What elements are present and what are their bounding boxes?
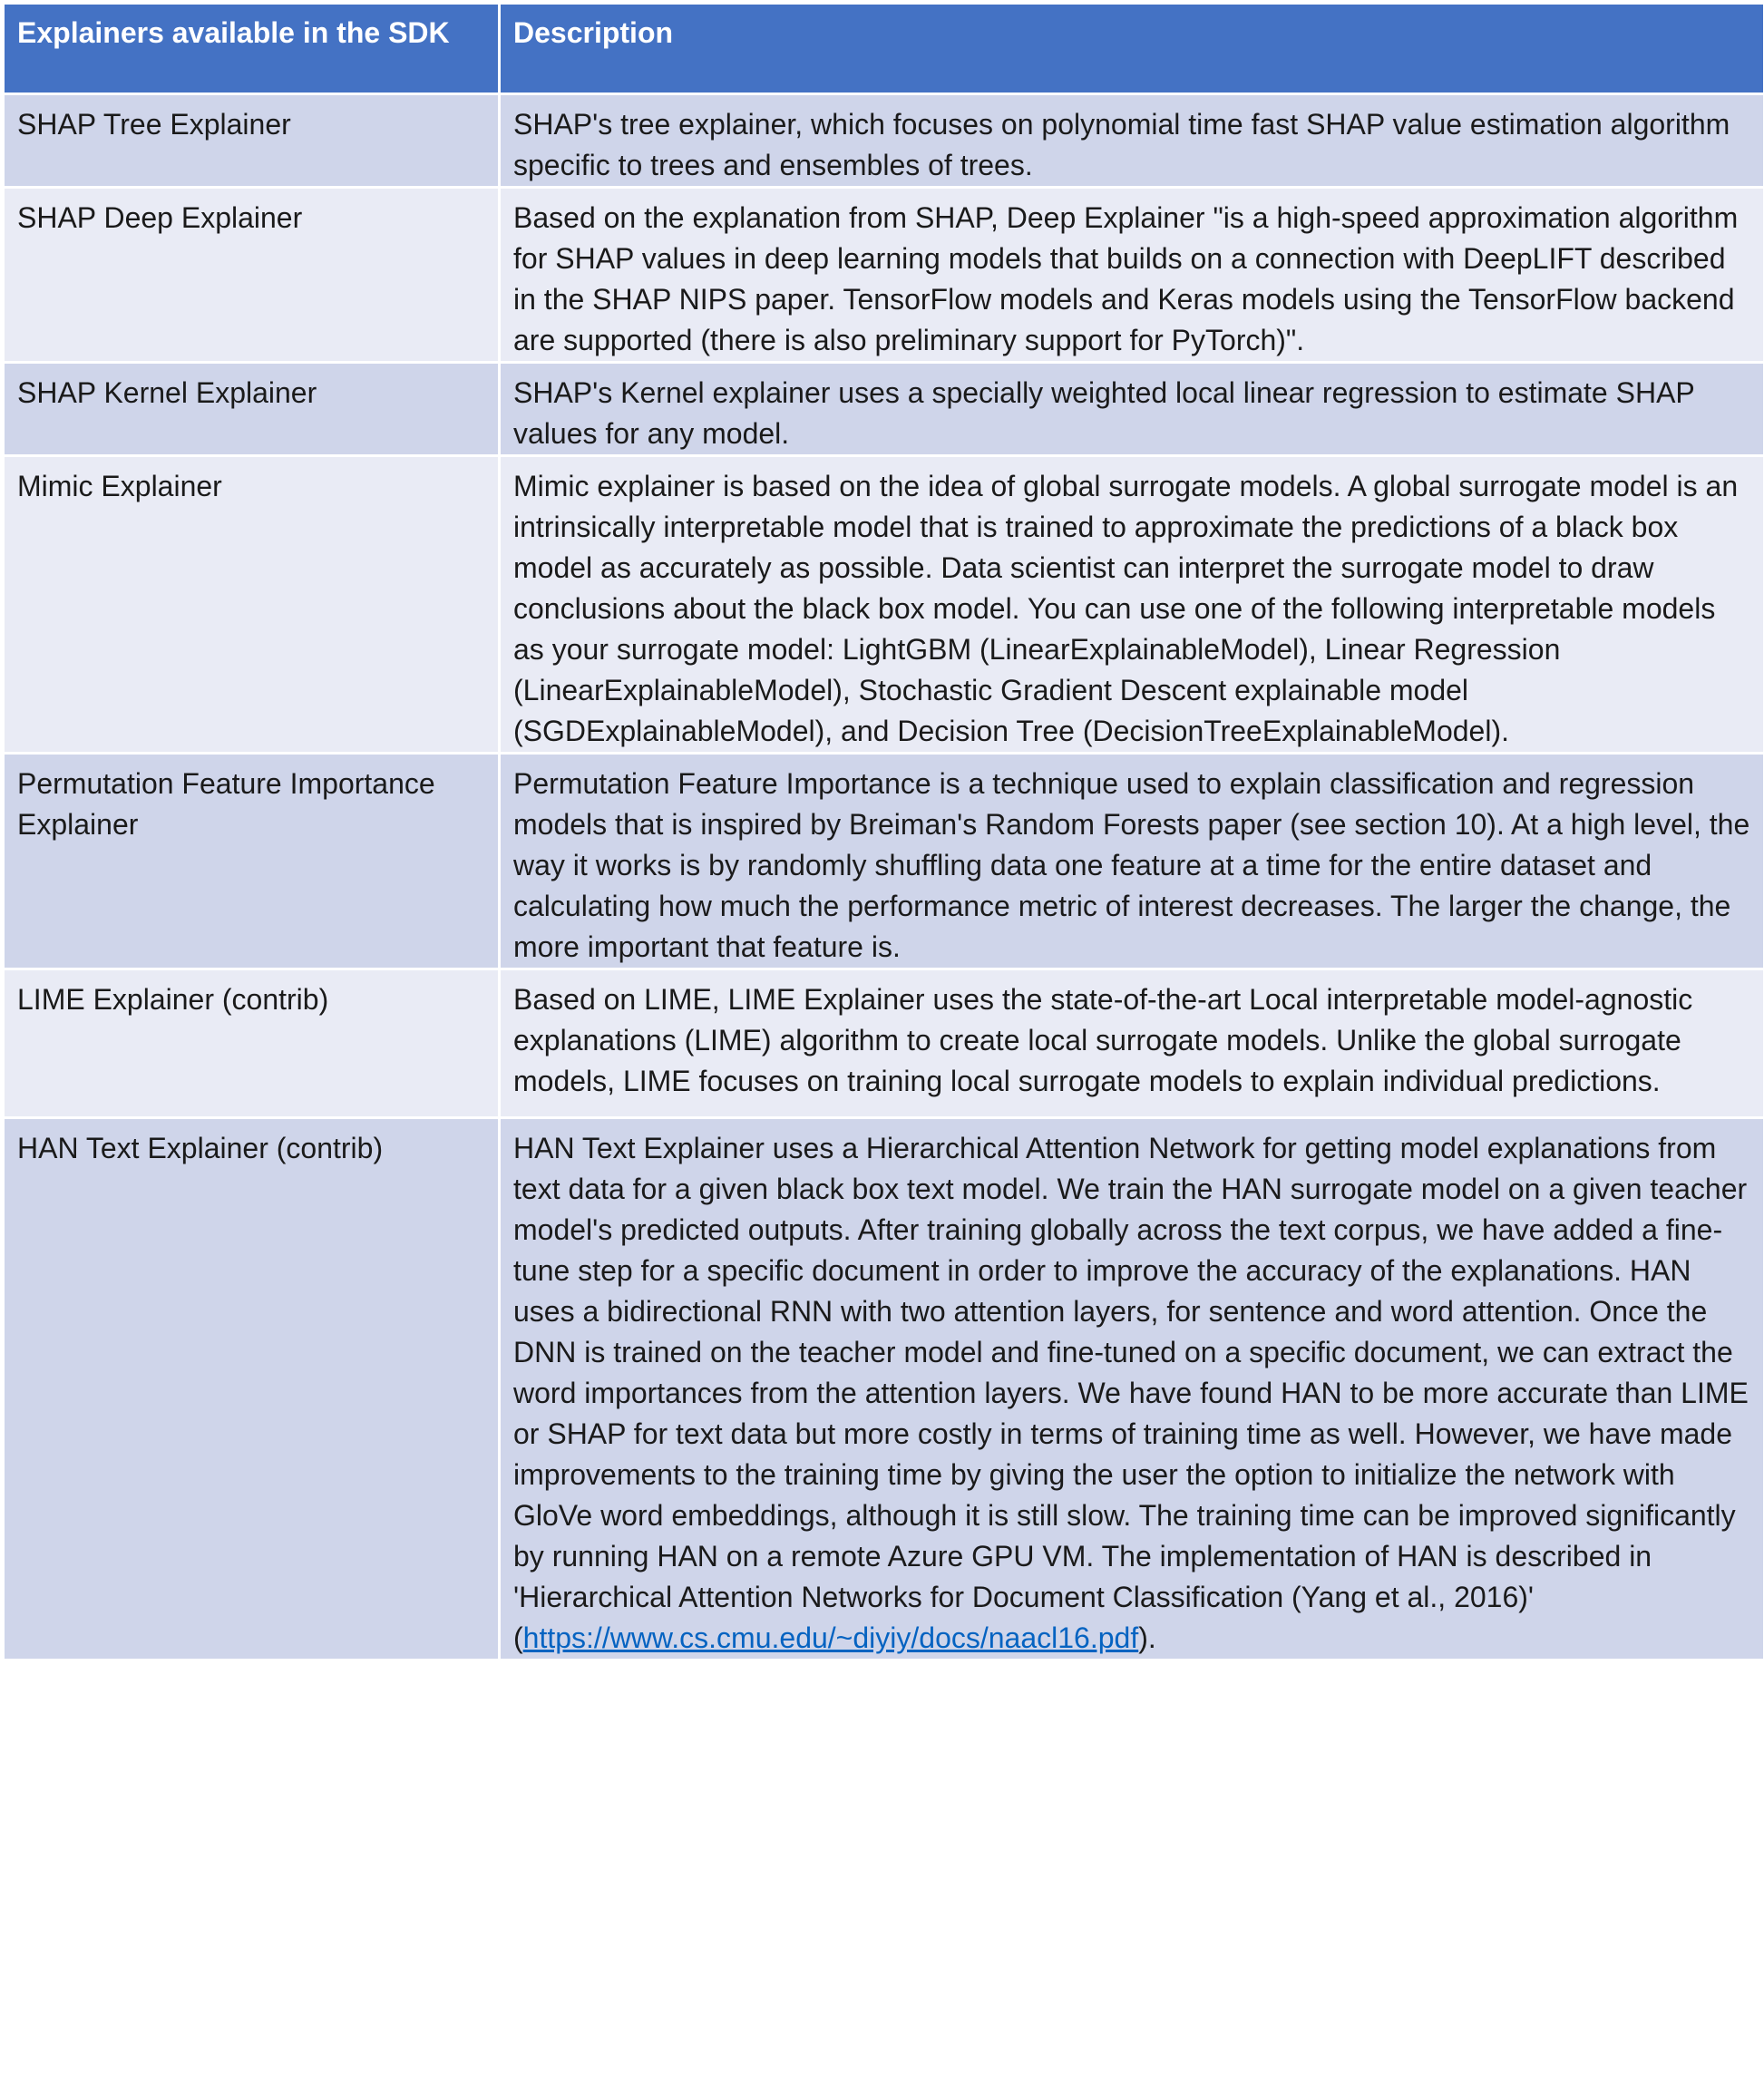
explainers-table <box>2 2 1764 1661</box>
table-row <box>4 363 1764 456</box>
header-row <box>4 4 1764 94</box>
explainer-description: SHAP's Kernel explainer uses a specially weighted local linear regression to estimate SHAP values for any model. <box>500 363 1764 456</box>
explainer-name: Permutation Feature Importance Explainer <box>4 754 500 969</box>
table-row <box>4 94 1764 188</box>
header-description: Description <box>500 4 1764 94</box>
paper-link[interactable]: https://www.cs.cmu.edu/~diyiy/docs/naacl16.pdf <box>522 1621 1139 1654</box>
table-row <box>4 1118 1764 1660</box>
explainer-description: Permutation Feature Importance is a technique used to explain classification and regression models that is inspired by Breiman's Random Forests paper (see section 10). At a high level, the way it works is by randomly shuffling data one feature at a time for the entire dataset and calculating how much the performance metric of interest decreases. The larger the change, the more important that feature is. <box>500 754 1764 969</box>
explainer-description: Based on LIME, LIME Explainer uses the state-of-the-art Local interpretable model-agnostic explanations (LIME) algorithm to create local surrogate models. Unlike the global surrogate models, LIME focuses on training local surrogate models to explain individual predictions. <box>500 969 1764 1118</box>
table-row <box>4 456 1764 754</box>
explainer-description <box>500 1118 1764 1660</box>
explainer-name: Mimic Explainer <box>4 456 500 754</box>
table-row <box>4 754 1764 969</box>
description-suffix: ). <box>1138 1621 1156 1654</box>
explainer-name: SHAP Deep Explainer <box>4 188 500 363</box>
description-text: HAN Text Explainer uses a Hierarchical Attention Network for getting model explanations from text data for a given black box text model. We train the HAN surrogate model on a given teacher model's predicted outputs. After training globally across the text corpus, we have added a fine-tune step for a specific document in order to improve the accuracy of the explanations. HAN uses a bidirectional RNN with two attention layers, for sentence and word attention. Once the DNN is trained on the teacher model and fine-tuned on a specific document, we can extract the word importances from the attention layers. We have found HAN to be more accurate than LIME or SHAP for text data but more costly in terms of training time as well. However, we have made improvements to the training time by giving the user the option to initialize the network with GloVe word embeddings, although it is still slow. The training time can be improved significantly by running HAN on a remote Azure GPU VM. The implementation of HAN is described in 'Hierarchical Attention Networks for Document Classification (Yang et al., 2016)' ( <box>513 1132 1749 1654</box>
explainer-name: HAN Text Explainer (contrib) <box>4 1118 500 1660</box>
explainer-description: Mimic explainer is based on the idea of global surrogate models. A global surrogate model is an intrinsically interpretable model that is trained to approximate the predictions of a black box model as accurately as possible. Data scientist can interpret the surrogate model to draw conclusions about the black box model. You can use one of the following interpretable models as your surrogate model: LightGBM (LinearExplainableModel), Linear Regression (LinearExplainableModel), Stochastic Gradient Descent explainable model (SGDExplainableModel), and Decision Tree (DecisionTreeExplainableModel). <box>500 456 1764 754</box>
table-row <box>4 188 1764 363</box>
explainer-name: SHAP Tree Explainer <box>4 94 500 188</box>
explainer-description: Based on the explanation from SHAP, Deep Explainer "is a high-speed approximation algorithm for SHAP values in deep learning models that builds on a connection with DeepLIFT described in the SHAP NIPS paper. TensorFlow models and Keras models using the TensorFlow backend are supported (there is also preliminary support for PyTorch)". <box>500 188 1764 363</box>
table-row <box>4 969 1764 1118</box>
explainer-name: SHAP Kernel Explainer <box>4 363 500 456</box>
explainer-name: LIME Explainer (contrib) <box>4 969 500 1118</box>
header-explainers: Explainers available in the SDK <box>4 4 500 94</box>
explainer-description: SHAP's tree explainer, which focuses on polynomial time fast SHAP value estimation algorithm specific to trees and ensembles of trees. <box>500 94 1764 188</box>
